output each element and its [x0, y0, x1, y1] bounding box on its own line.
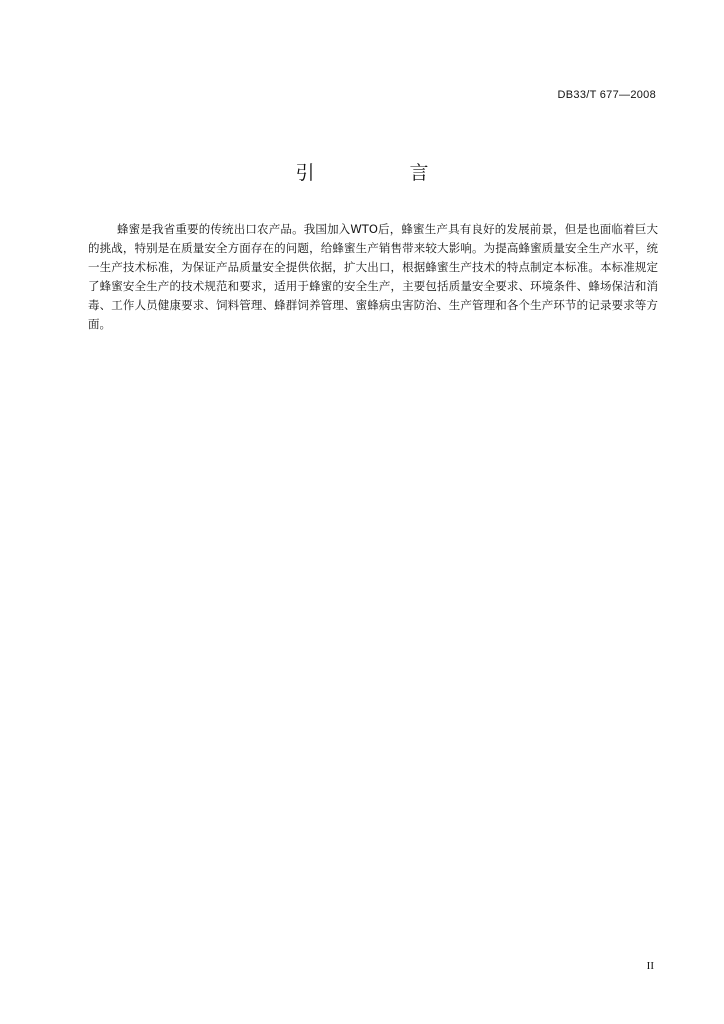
page-number: II	[646, 960, 654, 972]
intro-paragraph: 蜂蜜是我省重要的传统出口农产品。我国加入WTO后，蜂蜜生产具有良好的发展前景，但是也面临着巨大的挑战，特别是在质量安全方面存在的问题，给蜂蜜生产销售带来较大影响。为提高蜂蜜质量安全生产水平，统一生产技术标准，为保证产品质量安全提供依据，扩大出口，根据蜂蜜生产技术的特点制定本标准。本标准规定了蜂蜜安全生产的技术规范和要求，适用于蜂蜜的安全生产，主要包括质量安全要求、环境条件、蜂场保洁和消毒、工作人员健康要求、饲料管理、蜂群饲养管理、蜜蜂病虫害防治、生产管理和各个生产环节的记录要求等方面。	[88, 222, 658, 331]
standard-code: DB33/T 677—2008	[557, 89, 656, 101]
page-title: 引 言	[295, 162, 467, 184]
